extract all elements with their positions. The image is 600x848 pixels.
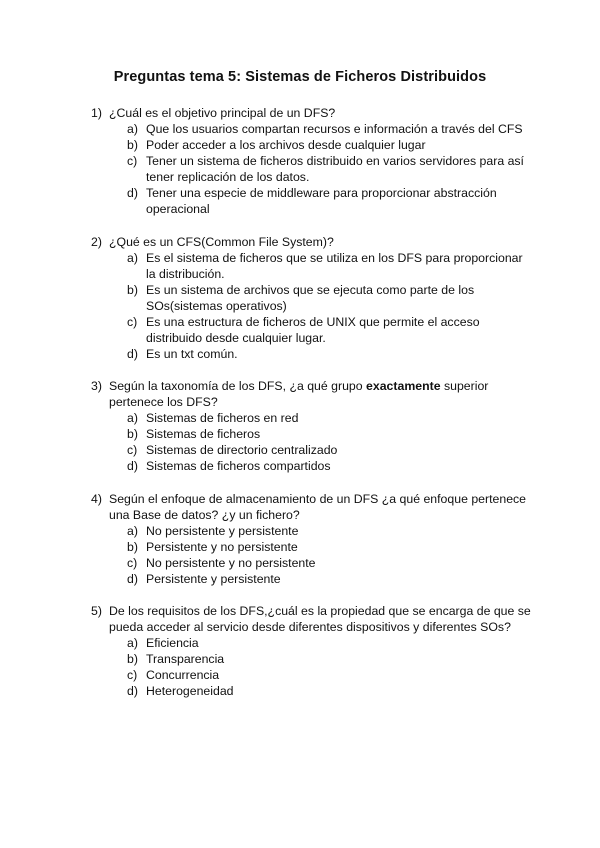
answer-option-b <box>0 137 600 153</box>
question-list <box>0 105 600 716</box>
option-text: Sistemas de ficheros compartidos <box>146 459 331 473</box>
option-text: Poder acceder a los archivos desde cualquier lugar <box>146 138 426 152</box>
option-text: Es el sistema de ficheros que se utiliza en los DFS para proporcionar la distribución. <box>146 250 523 281</box>
option-letter: a) <box>127 250 138 265</box>
option-letter: a) <box>127 122 138 136</box>
question-text-part: superior pertenece los DFS? <box>109 379 489 409</box>
option-letter: d) <box>127 571 138 586</box>
option-letter: d) <box>127 186 138 200</box>
question-3 <box>0 378 600 474</box>
option-text: Es un txt común. <box>146 346 238 361</box>
question-number: 1) <box>91 106 102 120</box>
option-text: Persistente y no persistente <box>146 539 298 554</box>
answer-option-a <box>0 121 600 137</box>
option-text: Persistente y persistente <box>146 571 281 586</box>
option-letter: c) <box>127 668 138 682</box>
option-letter: c) <box>127 555 138 570</box>
option-letter: b) <box>127 282 138 297</box>
question-number: 4) <box>91 491 102 506</box>
question-number: 2) <box>91 234 102 249</box>
answer-option-c <box>0 667 600 683</box>
answer-option-d <box>0 683 600 699</box>
answer-option-a <box>0 635 600 651</box>
answer-option-b <box>0 426 600 442</box>
option-letter: d) <box>127 459 138 473</box>
question-stem <box>0 491 600 523</box>
answer-option-a <box>0 250 600 282</box>
option-letter: c) <box>127 154 138 168</box>
page-title: Preguntas tema 5: Sistemas de Ficheros Distribuidos <box>113 69 487 85</box>
answer-option-b <box>0 539 600 555</box>
option-text: Transparencia <box>146 652 225 666</box>
question-2 <box>0 234 600 362</box>
option-text: No persistente y persistente <box>146 523 299 538</box>
question-text: De los requisitos de los DFS,¿cuál es la propiedad que se encarga de que se pueda acceder al servicio desde diferentes dispositivos y diferentes SOs? <box>109 604 531 634</box>
option-text: Heterogeneidad <box>146 684 234 698</box>
question-5 <box>0 603 600 699</box>
answer-option-a <box>0 523 600 539</box>
option-text: No persistente y no persistente <box>146 555 316 570</box>
question-text-part: Según la taxonomía de los DFS, ¿a qué grupo <box>109 379 367 393</box>
answer-option-c <box>0 314 600 346</box>
question-4 <box>0 491 600 587</box>
question-stem <box>0 603 600 635</box>
question-text: ¿Cuál es el objetivo principal de un DFS? <box>109 106 336 120</box>
question-text: Según el enfoque de almacenamiento de un DFS ¿a qué enfoque pertenece una Base de datos? ¿y un fichero? <box>109 491 527 522</box>
question-number: 3) <box>91 379 102 393</box>
option-text: Es un sistema de archivos que se ejecuta como parte de los SOs(sistemas operativos) <box>146 282 475 313</box>
option-letter: a) <box>127 411 138 425</box>
answer-option-c <box>0 442 600 458</box>
option-letter: b) <box>127 539 138 554</box>
option-text: Eficiencia <box>146 636 199 650</box>
option-letter: b) <box>127 427 138 441</box>
answer-option-d <box>0 346 600 362</box>
option-letter: b) <box>127 652 138 666</box>
option-letter: c) <box>127 314 138 329</box>
question-stem <box>0 105 600 121</box>
answer-option-d <box>0 571 600 587</box>
question-number: 5) <box>91 604 102 618</box>
option-text: Tener una especie de middleware para proporcionar abstracción operacional <box>146 186 497 216</box>
question-1 <box>0 105 600 217</box>
question-stem <box>0 234 600 250</box>
answer-option-b <box>0 282 600 314</box>
answer-option-c <box>0 153 600 185</box>
answer-option-a <box>0 410 600 426</box>
option-letter: a) <box>127 636 138 650</box>
answer-option-d <box>0 185 600 217</box>
question-text: ¿Qué es un CFS(Common File System)? <box>109 234 334 249</box>
answer-option-d <box>0 458 600 474</box>
option-letter: c) <box>127 443 138 457</box>
question-stem <box>0 378 600 410</box>
option-text: Es una estructura de ficheros de UNIX que permite el acceso distribuido desde cualquier lugar. <box>146 314 480 345</box>
answer-option-b <box>0 651 600 667</box>
option-letter: d) <box>127 346 138 361</box>
answer-option-c <box>0 555 600 571</box>
option-text: Que los usuarios compartan recursos e información a través del CFS <box>146 122 523 136</box>
question-emphasis: exactamente <box>366 379 441 393</box>
option-letter: d) <box>127 684 138 698</box>
option-text: Sistemas de ficheros en red <box>146 411 299 425</box>
option-text: Concurrencia <box>146 668 220 682</box>
option-text: Tener un sistema de ficheros distribuido en varios servidores para así tener replicación de los datos. <box>146 154 524 184</box>
option-letter: b) <box>127 138 138 152</box>
option-text: Sistemas de ficheros <box>146 427 261 441</box>
option-letter: a) <box>127 523 138 538</box>
option-text: Sistemas de directorio centralizado <box>146 443 338 457</box>
